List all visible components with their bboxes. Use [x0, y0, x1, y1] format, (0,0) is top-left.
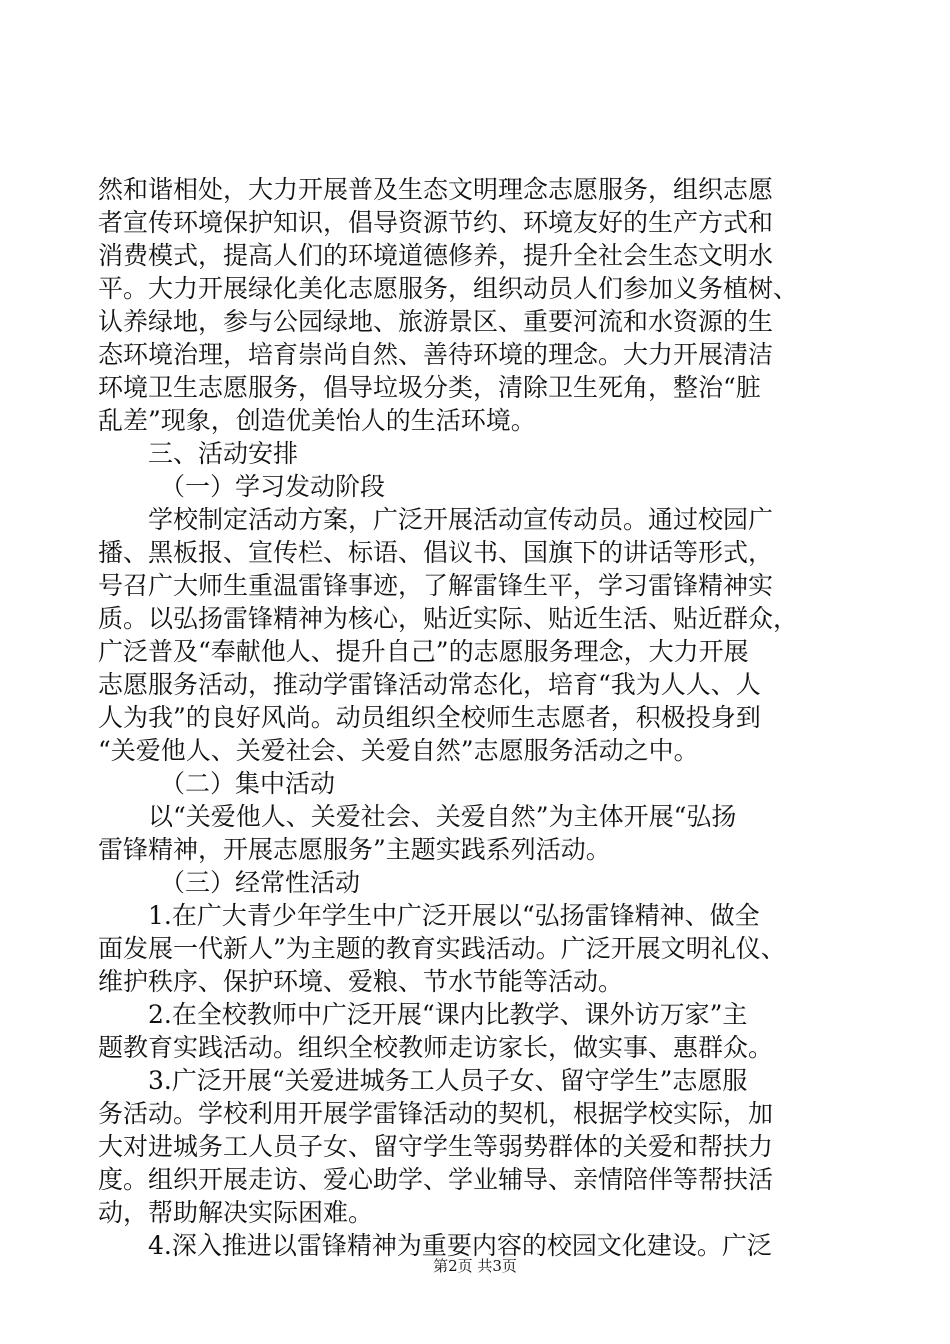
text-line: 平。大力开展绿化美化志愿服务，组织动员人们参加义务植树、 — [98, 274, 799, 303]
text-line: 雷锋精神，开展志愿服务”主题实践系列活动。 — [98, 835, 611, 864]
text-line: 3.广泛开展“关爱进城务工人员子女、留守学生”志愿服 — [148, 1066, 748, 1095]
text-line: 4.深入推进以雷锋精神为重要内容的校园文化建设。广泛 — [148, 1231, 772, 1260]
text-line: 播、黑板报、宣传栏、标语、倡议书、国旗下的讲话等形式， — [98, 538, 774, 567]
text-line: 面发展一代新人”为主题的教育实践活动。广泛开展文明礼仪、 — [98, 934, 786, 963]
text-line: 以“关爱他人、关爱社会、关爱自然”为主体开展“弘扬 — [148, 802, 737, 831]
text-line: 人为我”的良好风尚。动员组织全校师生志愿者，积极投身到 — [98, 703, 761, 732]
text-line: 学校制定活动方案，广泛开展活动宣传动员。通过校园广 — [148, 505, 774, 534]
text-line: 广泛普及“奉献他人、提升自己”的志愿服务理念，大力开展 — [98, 637, 749, 666]
text-line: 消费模式，提高人们的环境道德修养，提升全社会生态文明水 — [98, 241, 774, 270]
text-line: 号召广大师生重温雷锋事迹，了解雷锋生平，学习雷锋精神实 — [98, 571, 774, 600]
text-line: 动，帮助解决实际困难。 — [98, 1198, 374, 1227]
text-line: 态环境治理，培育崇尚自然、善待环境的理念。大力开展清洁 — [98, 340, 774, 369]
text-line: “关爱他人、关爱社会、关爱自然”志愿服务活动之中。 — [98, 736, 699, 765]
text-line: 环境卫生志愿服务，倡导垃圾分类，清除卫生死角，整治“脏 — [98, 373, 761, 402]
text-line: 大对进城务工人员子女、留守学生等弱势群体的关爱和帮扶力 — [98, 1132, 774, 1161]
text-line: 维护秩序、保护环境、爱粮、节水节能等活动。 — [98, 967, 624, 996]
text-line: 志愿服务活动，推动学雷锋活动常态化，培育“我为人人、人 — [98, 670, 761, 699]
text-line: 然和谐相处，大力开展普及生态文明理念志愿服务，组织志愿 — [98, 175, 774, 204]
text-line: 务活动。学校利用开展学雷锋活动的契机，根据学校实际，加 — [98, 1099, 774, 1128]
page-footer: 第2页 共3页 — [433, 1257, 517, 1275]
text-line: 质。以弘扬雷锋精神为核心，贴近实际、贴近生活、贴近群众， — [98, 604, 799, 633]
subsection-heading: （一）学习发动阶段 — [160, 472, 386, 501]
subsection-heading: （三）经常性活动 — [160, 868, 361, 897]
text-line: 者宣传环境保护知识，倡导资源节约、环境友好的生产方式和 — [98, 208, 774, 237]
subsection-heading: （二）集中活动 — [160, 769, 336, 798]
text-line: 1.在广大青少年学生中广泛开展以“弘扬雷锋精神、做全 — [148, 901, 760, 930]
text-line: 2.在全校教师中广泛开展“课内比教学、课外访万家”主 — [148, 1000, 748, 1029]
section-heading: 三、活动安排 — [148, 439, 299, 468]
text-line: 题教育实践活动。组织全校教师走访家长，做实事、惠群众。 — [98, 1033, 774, 1062]
text-line: 认养绿地，参与公园绿地、旅游景区、重要河流和水资源的生 — [98, 307, 774, 336]
text-line: 度。组织开展走访、爱心助学、学业辅导、亲情陪伴等帮扶活 — [98, 1165, 774, 1194]
text-line: 乱差”现象，创造优美怡人的生活环境。 — [98, 406, 536, 435]
